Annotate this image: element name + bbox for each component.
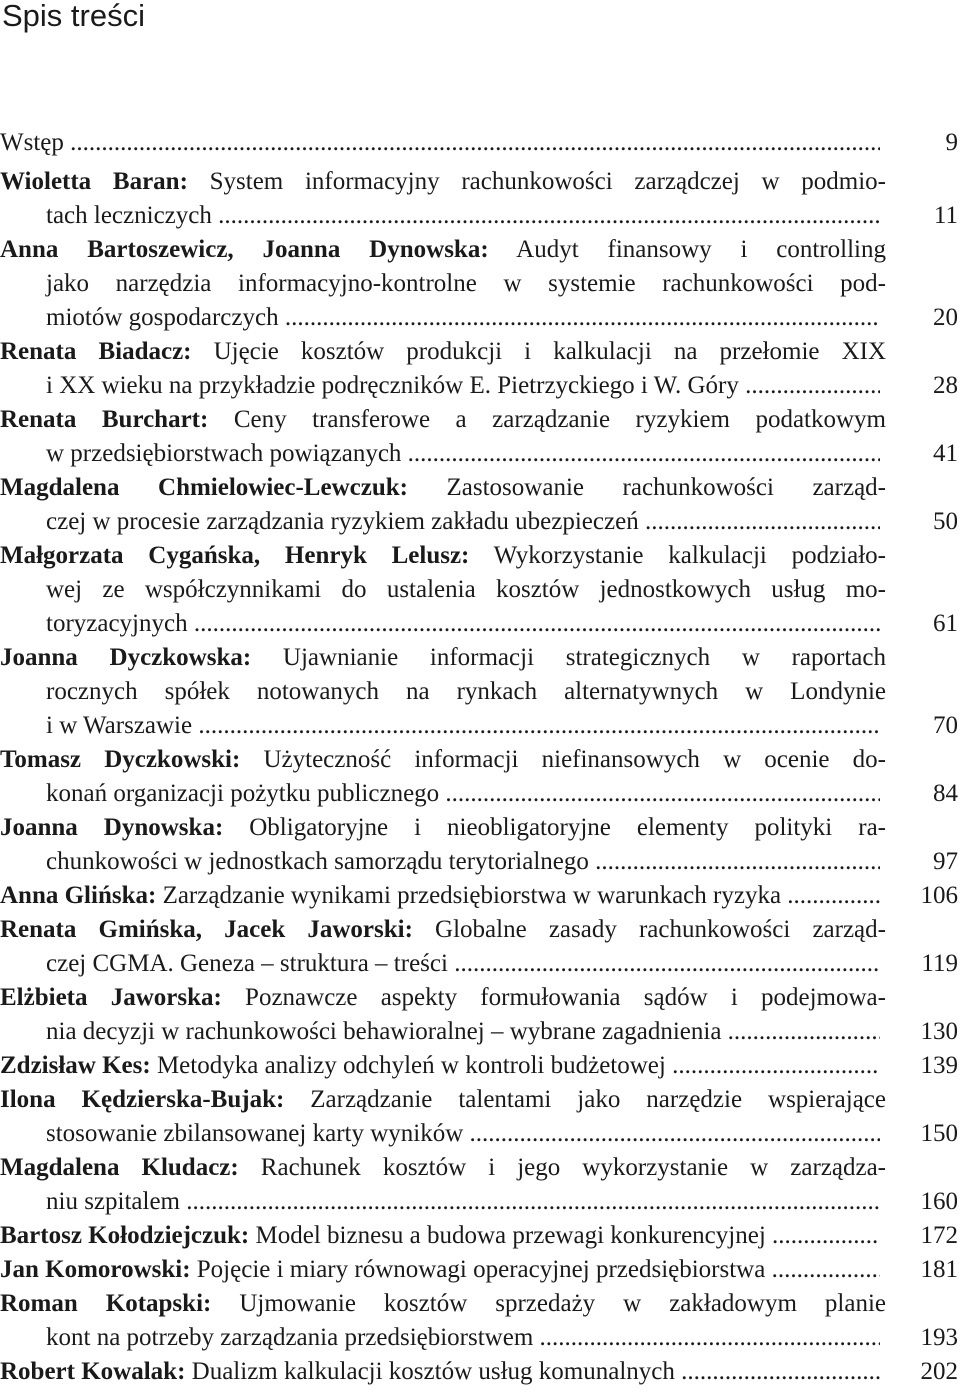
toc-line xyxy=(0,301,880,335)
toc-author: Joanna Dynowska: xyxy=(0,814,224,841)
toc-author: Magdalena Kludacz: xyxy=(0,1154,239,1181)
toc-line xyxy=(0,777,880,811)
toc-line xyxy=(0,709,880,743)
toc-line xyxy=(0,369,880,403)
toc-entry[interactable] xyxy=(0,1253,960,1287)
toc-entry[interactable] xyxy=(0,743,960,811)
toc-line xyxy=(0,1151,886,1185)
toc-entry[interactable] xyxy=(0,1287,960,1355)
toc-line xyxy=(0,335,886,369)
toc-title-text: i XX wieku na przykładzie podręczników E. Pietrzyckiego i W. Góry xyxy=(46,372,739,399)
toc-entry[interactable] xyxy=(0,981,960,1049)
toc-entry[interactable] xyxy=(0,471,960,539)
toc-page-number: 130 xyxy=(920,1018,958,1045)
toc-title-text: konań organizacji pożytku publicznego xyxy=(46,780,440,807)
table-of-contents xyxy=(0,126,960,1389)
toc-line xyxy=(0,437,880,471)
toc-author: Małgorzata Cygańska, Henryk Lelusz: xyxy=(0,542,470,569)
toc-page-number: 61 xyxy=(933,610,958,637)
toc-line xyxy=(0,1185,880,1219)
toc-title-text: Zarządzanie wynikami przedsiębiorstwa w warunkach ryzyka xyxy=(156,882,782,909)
toc-line xyxy=(0,539,886,573)
toc-entry[interactable] xyxy=(0,335,960,403)
toc-title-text: Globalne zasady rachunkowości zarząd- xyxy=(412,916,886,943)
toc-entry[interactable] xyxy=(0,1083,960,1151)
toc-line xyxy=(0,743,886,777)
toc-line xyxy=(0,1219,880,1253)
toc-page-number: 84 xyxy=(933,780,958,807)
toc-author: Bartosz Kołodziejczuk: xyxy=(0,1222,250,1249)
toc-page-number: 160 xyxy=(920,1188,958,1215)
toc-line xyxy=(0,1287,886,1321)
toc-author: Renata Biadacz: xyxy=(0,338,192,365)
toc-author: Elżbieta Jaworska: xyxy=(0,984,222,1011)
toc-line xyxy=(0,403,886,437)
toc-author: Renata Gmińska, Jacek Jaworski: xyxy=(0,916,413,943)
toc-line xyxy=(0,1117,880,1151)
toc-entry[interactable] xyxy=(0,403,960,471)
toc-title-text: rocznych spółek notowanych na rynkach alternatywnych w Londynie xyxy=(46,678,886,705)
toc-page-number: 106 xyxy=(920,882,958,909)
toc-title-text: Rachunek kosztów i jego wykorzystanie w zarządza- xyxy=(238,1154,886,1181)
toc-title-text: czej CGMA. Geneza – struktura – treści xyxy=(46,950,448,977)
toc-page-number: 11 xyxy=(933,202,958,229)
toc-title-text: Wstęp xyxy=(0,129,64,156)
toc-title-text: Zastosowanie rachunkowości zarząd- xyxy=(407,474,886,501)
toc-page-number: 119 xyxy=(921,950,958,977)
toc-author: Roman Kotapski: xyxy=(0,1290,212,1317)
toc-title-text: chunkowości w jednostkach samorządu terytorialnego xyxy=(46,848,589,875)
toc-author: Wioletta Baran: xyxy=(0,168,188,195)
toc-page-number: 193 xyxy=(920,1324,958,1351)
toc-entry[interactable] xyxy=(0,913,960,981)
toc-title-text: i w Warszawie xyxy=(46,712,193,739)
toc-title-text: Ujmowanie kosztów sprzedaży w zakładowym planie xyxy=(211,1290,886,1317)
toc-page-number: 202 xyxy=(920,1358,958,1385)
toc-line xyxy=(0,641,886,675)
toc-title-text: System informacyjny rachunkowości zarządczej w podmio- xyxy=(187,168,886,195)
toc-title-text: w przedsiębiorstwach powiązanych xyxy=(46,440,402,467)
toc-page-number: 28 xyxy=(933,372,958,399)
toc-author: Ilona Kędzierska-Bujak: xyxy=(0,1086,285,1113)
toc-line xyxy=(0,879,880,913)
toc-author: Robert Kowalak: xyxy=(0,1358,186,1385)
toc-title-text: stosowanie zbilansowanej karty wyników xyxy=(46,1120,464,1147)
toc-entry[interactable] xyxy=(0,641,960,743)
toc-author: Jan Komorowski: xyxy=(0,1256,191,1283)
toc-line xyxy=(0,505,880,539)
toc-title-text: Ujawnianie informacji strategicznych w raportach xyxy=(251,644,886,671)
toc-title-text: Zarządzanie talentami jako narzędzie wspierające xyxy=(284,1086,886,1113)
toc-page-number: 9 xyxy=(945,129,958,156)
toc-line xyxy=(0,981,886,1015)
toc-line xyxy=(0,471,886,505)
toc-title-text: nia decyzji w rachunkowości behawioralnej – wybrane zagadnienia xyxy=(46,1018,722,1045)
toc-title-text: Metodyka analizy odchyleń w kontroli budżetowej xyxy=(150,1052,666,1079)
toc-title-text: Pojęcie i miary równowagi operacyjnej przedsiębiorstwa xyxy=(190,1256,766,1283)
toc-title-text: Model biznesu a budowa przewagi konkurencyjnej xyxy=(249,1222,766,1249)
toc-entry[interactable] xyxy=(0,1049,960,1083)
toc-title-text: Audyt finansowy i controlling xyxy=(488,236,886,263)
toc-entry[interactable] xyxy=(0,126,960,160)
toc-line xyxy=(0,199,880,233)
toc-title-text: Użyteczność informacji niefinansowych w ocenie do- xyxy=(240,746,886,773)
toc-title-text: miotów gospodarczych xyxy=(46,304,279,331)
toc-line xyxy=(0,1355,880,1389)
toc-title-text: Obligatoryjne i nieobligatoryjne elementy polityki ra- xyxy=(223,814,886,841)
toc-entry[interactable] xyxy=(0,811,960,879)
toc-title-text: jako narzędzia informacyjno-kontrolne w systemie rachunkowości pod- xyxy=(46,270,886,297)
toc-title-text: Dualizm kalkulacji kosztów usług komunalnych xyxy=(185,1358,675,1385)
toc-author: Joanna Dyczkowska: xyxy=(0,644,252,671)
toc-page-number: 20 xyxy=(933,304,958,331)
toc-entry[interactable] xyxy=(0,1151,960,1219)
toc-title-text: Ujęcie kosztów produkcji i kalkulacji na przełomie XIX xyxy=(191,338,886,365)
toc-page-number: 139 xyxy=(920,1052,958,1079)
toc-title-text: Ceny transferowe a zarządzanie ryzykiem podatkowym xyxy=(208,406,886,433)
toc-page-number: 41 xyxy=(933,440,958,467)
toc-line xyxy=(0,233,886,267)
toc-line xyxy=(0,947,880,981)
toc-line xyxy=(0,126,880,160)
toc-page-number: 50 xyxy=(933,508,958,535)
toc-author: Anna Bartoszewicz, Joanna Dynowska: xyxy=(0,236,489,263)
toc-line xyxy=(0,675,886,709)
toc-line xyxy=(0,165,886,199)
toc-entry[interactable] xyxy=(0,233,960,335)
toc-line xyxy=(0,1253,880,1287)
toc-page-number: 97 xyxy=(933,848,958,875)
toc-title-text: czej w procesie zarządzania ryzykiem zakładu ubezpieczeń xyxy=(46,508,639,535)
toc-title-text: wej ze współczynnikami do ustalenia kosztów jednostkowych usług mo- xyxy=(46,576,886,603)
toc-line xyxy=(0,607,880,641)
toc-line xyxy=(0,1049,880,1083)
toc-line xyxy=(0,913,886,947)
toc-title-text: Poznawcze aspekty formułowania sądów i podejmowa- xyxy=(221,984,886,1011)
toc-title-text: kont na potrzeby zarządzania przedsiębiorstwem xyxy=(46,1324,534,1351)
toc-line xyxy=(0,845,880,879)
toc-title-text: toryzacyjnych xyxy=(46,610,188,637)
toc-page-number: 181 xyxy=(920,1256,958,1283)
toc-entry[interactable] xyxy=(0,1219,960,1253)
toc-line xyxy=(0,811,886,845)
toc-page-number: 150 xyxy=(920,1120,958,1147)
toc-line xyxy=(0,1321,880,1355)
toc-line xyxy=(0,573,886,607)
toc-entry[interactable] xyxy=(0,879,960,913)
toc-page-number: 70 xyxy=(933,712,958,739)
toc-entry[interactable] xyxy=(0,165,960,233)
toc-title-text: tach leczniczych xyxy=(46,202,212,229)
toc-author: Tomasz Dyczkowski: xyxy=(0,746,241,773)
toc-author: Magdalena Chmielowiec-Lewczuk: xyxy=(0,474,408,501)
toc-author: Anna Glińska: xyxy=(0,882,157,909)
toc-author: Zdzisław Kes: xyxy=(0,1052,151,1079)
toc-title-text: niu szpitalem xyxy=(46,1188,180,1215)
toc-author: Renata Burchart: xyxy=(0,406,209,433)
toc-page-number: 172 xyxy=(920,1222,958,1249)
toc-line xyxy=(0,1015,880,1049)
toc-title-text: Wykorzystanie kalkulacji podziało- xyxy=(469,542,886,569)
toc-line xyxy=(0,267,886,301)
toc-entry[interactable] xyxy=(0,1355,960,1389)
toc-entry[interactable] xyxy=(0,539,960,641)
page-title: Spis treści xyxy=(2,0,145,33)
toc-line xyxy=(0,1083,886,1117)
